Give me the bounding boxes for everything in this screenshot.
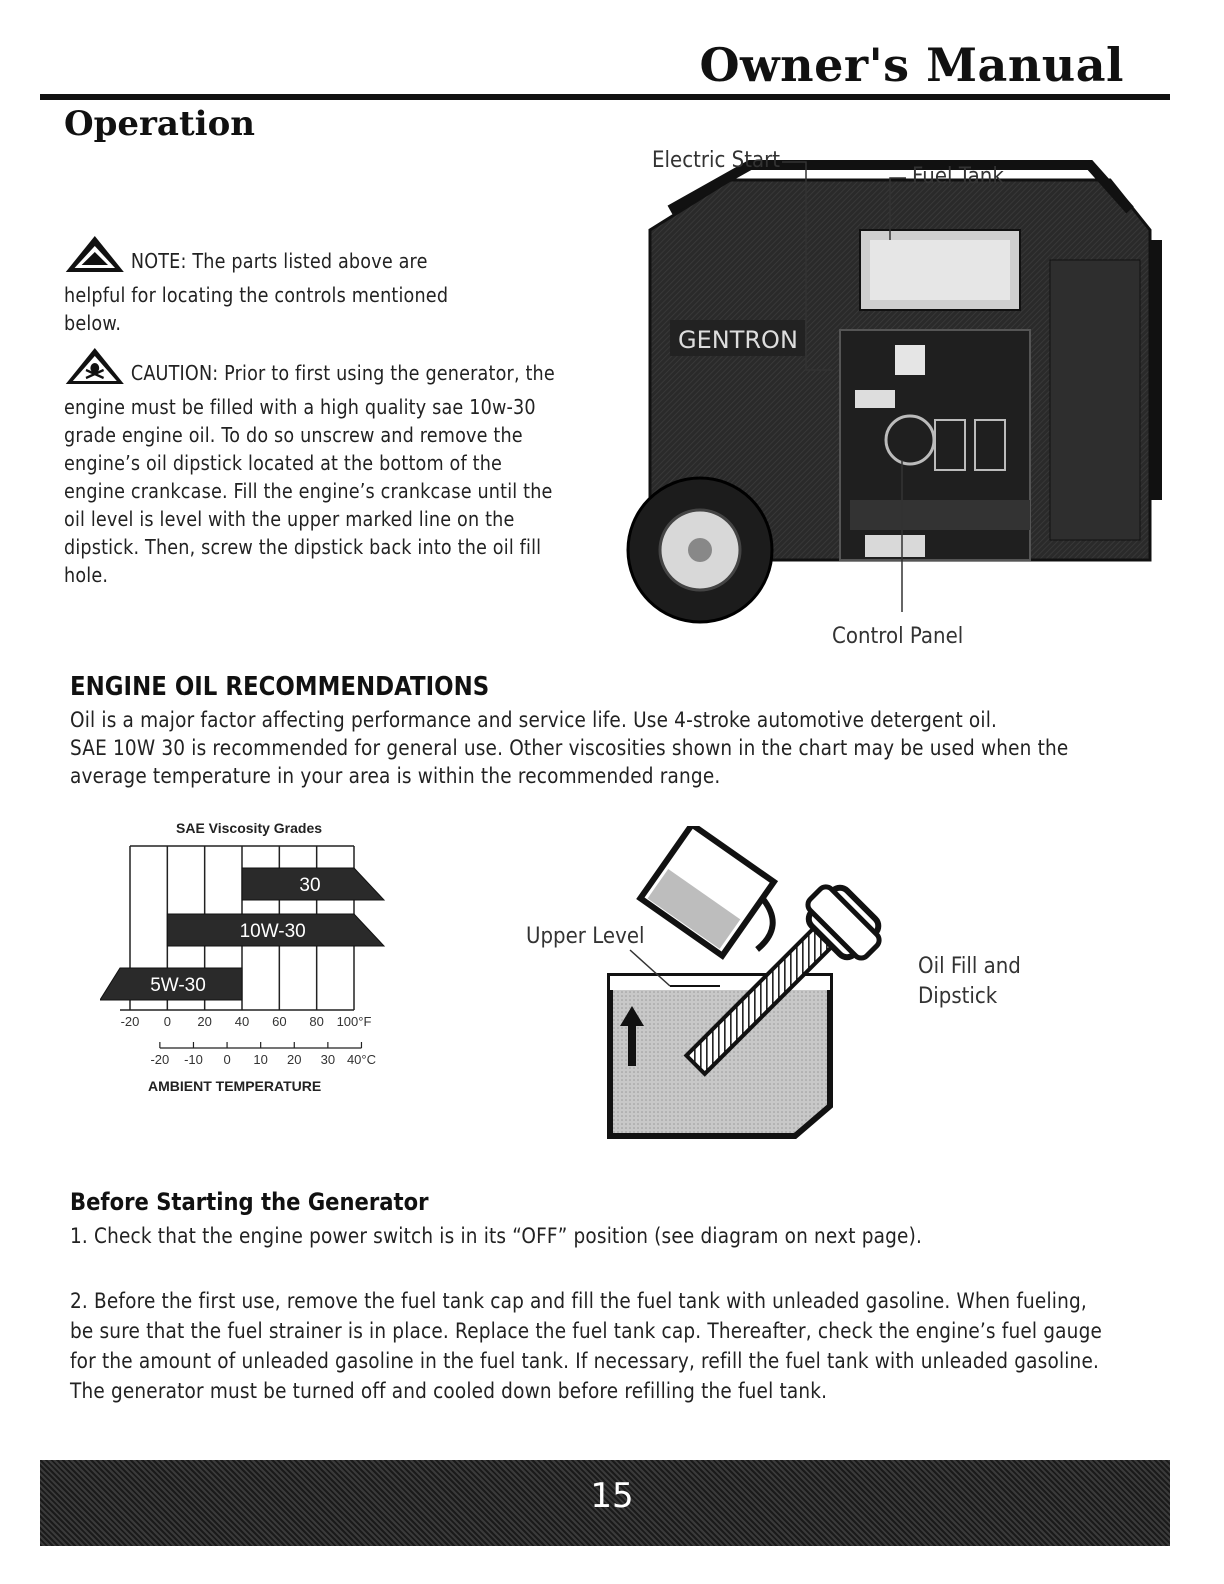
before-heading: Before Starting the Generator [70, 1188, 429, 1216]
oil-fill-line-1: Oil Fill and [918, 954, 1021, 979]
page-number: 15 [590, 1476, 634, 1516]
before-step-2 [70, 1286, 1224, 1406]
generator-figure [610, 140, 1170, 660]
step-2-line-2: be sure that the fuel strainer is in place. Replace the fuel tank cap. Thereafter, check the engine’s fuel gauge [70, 1319, 1103, 1343]
viscosity-chart-plot [100, 840, 400, 1070]
step-2-line-3: for the amount of unleaded gasoline in the fuel tank. If necessary, refill the fuel tank with unleaded gasoline. [70, 1349, 1100, 1373]
chart-xlabel: AMBIENT TEMPERATURE [148, 1078, 322, 1094]
note-line-3: below. [64, 311, 122, 335]
tick-label-f: -20 [120, 1014, 140, 1029]
section-title: Operation [64, 104, 255, 144]
note-line-2: helpful for locating the controls mentioned [64, 283, 449, 307]
oil-line-3: average temperature in your area is within the recommended range. [70, 764, 721, 788]
tick-label-f: 0 [163, 1014, 171, 1029]
header-rule [40, 94, 1170, 100]
caution-line-8: hole. [64, 563, 109, 587]
caution-text [64, 346, 610, 589]
upper-level-label: Upper Level [526, 924, 645, 949]
viscosity-bar-label: 10W-30 [239, 921, 306, 942]
caution-line-2: engine must be filled with a high quality sae 10w-30 [64, 395, 536, 419]
callout-control-panel: Control Panel [832, 624, 964, 649]
caution-line-4: engine’s oil dipstick located at the bottom of the [64, 451, 503, 475]
callout-electric-start: Electric Start [652, 148, 781, 173]
dipstick-figure [520, 826, 900, 1146]
tick-label-c: -10 [184, 1052, 203, 1067]
oil-line-2: SAE 10W 30 is recommended for general use. Other viscosities shown in the chart may be used when the [70, 736, 1069, 760]
tick-label-c: 40°C [346, 1052, 376, 1067]
tick-label-f: 100°F [336, 1014, 372, 1029]
brand-logo: GENTRON [678, 326, 798, 354]
tick-label-c: 20 [287, 1052, 302, 1067]
tick-label-c: 30 [320, 1052, 336, 1067]
tick-label-c: -20 [150, 1052, 170, 1067]
chart-title: SAE Viscosity Grades [176, 820, 323, 836]
caution-line-3: grade engine oil. To do so unscrew and remove the [64, 423, 523, 447]
caution-line-1: CAUTION: Prior to first using the generator, the [130, 361, 555, 385]
tick-label-f: 20 [197, 1014, 212, 1029]
note-text [64, 234, 610, 337]
manual-title: Owner's Manual [699, 38, 1124, 92]
caution-block [64, 346, 684, 589]
oil-line-1: Oil is a major factor affecting performance and service life. Use 4-stroke automotive detergent oil. [70, 708, 998, 732]
tick-label-c: 10 [253, 1052, 268, 1067]
callout-fuel-tank: Fuel Tank [912, 164, 1004, 189]
tick-label-c: 0 [223, 1052, 231, 1067]
warning-triangle-icon [64, 234, 126, 281]
closing-line: The generator must be turned off and cooled down before refilling the fuel tank. [70, 1379, 828, 1403]
viscosity-bar-label: 30 [299, 875, 321, 896]
oil-heading: ENGINE OIL RECOMMENDATIONS [70, 672, 490, 702]
viscosity-chart [100, 816, 400, 1106]
note-line-1: NOTE: The parts listed above are [130, 249, 428, 273]
caution-line-5: engine crankcase. Fill the engine’s crankcase until the [64, 479, 553, 503]
caution-line-7: dipstick. Then, screw the dipstick back into the oil fill [64, 535, 542, 559]
caution-line-6: oil level is level with the upper marked line on the [64, 507, 515, 531]
poison-warning-icon [64, 346, 126, 393]
oil-fill-line-2: Dipstick [918, 984, 998, 1009]
oil-fill-label [918, 952, 1021, 1012]
tick-label-f: 80 [309, 1014, 324, 1029]
before-step-1 [70, 1222, 1224, 1250]
tick-label-f: 40 [234, 1014, 250, 1029]
viscosity-bar-label: 5W-30 [150, 975, 206, 996]
tick-label-f: 60 [272, 1014, 287, 1029]
generator-illustration [610, 140, 1170, 660]
step-2-line-1: 2. Before the first use, remove the fuel tank cap and fill the fuel tank with unleaded gasoline. When fueling, [70, 1289, 1087, 1313]
note-block [64, 234, 684, 337]
step-1-text: 1. Check that the engine power switch is in its “OFF” position (see diagram on next page). [70, 1224, 923, 1248]
dipstick-illustration [520, 826, 900, 1146]
oil-paragraph [70, 706, 1224, 790]
